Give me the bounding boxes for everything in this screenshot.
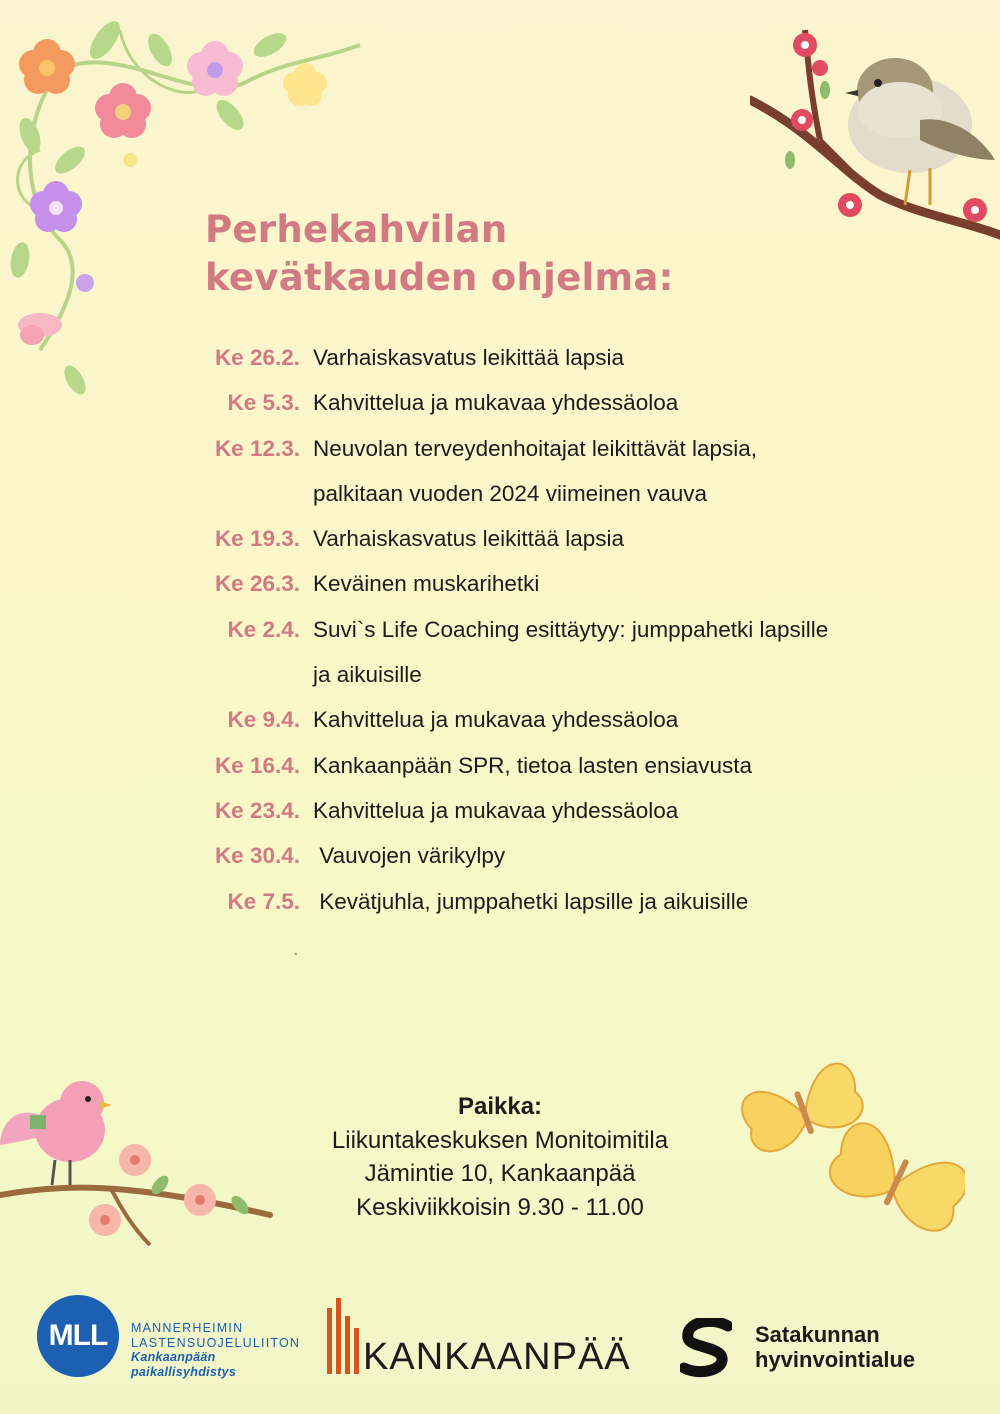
schedule-item [190, 743, 950, 788]
trailing-mark: . [293, 938, 299, 960]
schedule-description [313, 607, 893, 698]
description-line: palkitaan vuoden 2024 viimeinen vauva [313, 480, 708, 506]
schedule-item [190, 788, 950, 833]
mll-line: LASTENSUOJELULIITON [131, 1335, 301, 1350]
schedule-item [190, 607, 950, 698]
satakunta-logo [680, 1318, 960, 1382]
description-line: Keväinen muskarihetki [313, 571, 540, 597]
schedule-description [313, 335, 893, 380]
description-line: Suvi`s Life Coaching esittäytyy: jumppahetki lapsille [313, 616, 829, 642]
description-line: Kahvittelua ja mukavaa yhdessäoloa [313, 797, 679, 823]
schedule-description [313, 516, 893, 561]
schedule-description [313, 833, 893, 878]
description-line: Varhaiskasvatus leikittää lapsia [313, 526, 624, 552]
schedule-date: Ke 30.4. [214, 843, 300, 869]
butterfly-icon [735, 1045, 965, 1255]
schedule-description [313, 879, 893, 924]
schedule-item [190, 335, 950, 380]
mll-line: Kankaanpään [131, 1350, 216, 1364]
location-time: Keskiviikkoisin 9.30 - 11.00 [356, 1193, 644, 1221]
schedule-item [190, 516, 950, 561]
kankaanpaa-logo [325, 1298, 655, 1378]
satakunta-line: Satakunnan [755, 1322, 880, 1347]
title-line-2: kevätkauden ohjelma: [205, 256, 674, 299]
description-line: ja aikuisille [313, 662, 422, 688]
description-line: Kahvittelua ja mukavaa yhdessäoloa [313, 390, 679, 416]
pink-bird-icon [0, 1075, 280, 1255]
schedule-description [313, 743, 893, 788]
mll-line: MANNERHEIMIN [131, 1321, 244, 1335]
kankaanpaa-wordmark: KANKAANPÄÄ [363, 1336, 631, 1378]
schedule-date: Ke 16.4. [214, 752, 300, 778]
description-line: Kankaanpään SPR, tietoa lasten ensiavusta [313, 752, 753, 778]
schedule-item [190, 833, 950, 878]
schedule-item [190, 426, 950, 517]
schedule-date: Ke 7.5. [227, 888, 300, 914]
description-line: Varhaiskasvatus leikittää lapsia [313, 345, 624, 370]
satakunta-line: hyvinvointialue [755, 1347, 916, 1372]
title-line-1: Perhekahvilan [205, 208, 508, 251]
schedule-item [190, 879, 950, 924]
schedule-date: Ke 2.4. [227, 616, 300, 642]
satakunta-wordmark [755, 1322, 915, 1372]
mll-line: paikallisyhdistys [131, 1364, 237, 1379]
mll-mark: MLL [37, 1295, 119, 1377]
schedule-date: Ke 12.3. [214, 435, 300, 461]
schedule-list [190, 335, 950, 924]
page-title [205, 206, 674, 302]
bird-on-branch-icon [750, 20, 1000, 250]
schedule-date: Ke 26.3. [214, 571, 300, 597]
description-line: Vauvojen värikylpy [313, 843, 506, 869]
mll-logo [37, 1295, 307, 1385]
schedule-date: Ke 19.3. [214, 526, 300, 552]
schedule-description [313, 380, 893, 425]
schedule-description [313, 697, 893, 742]
kankaanpaa-emblem-icon [325, 1298, 365, 1378]
schedule-item [190, 697, 950, 742]
schedule-date: Ke 9.4. [227, 707, 300, 733]
location-venue: Liikuntakeskuksen Monitoimitila [331, 1126, 669, 1154]
schedule-item [190, 380, 950, 425]
schedule-description [313, 788, 893, 833]
description-line: Kevätjuhla, jumppahetki lapsille ja aikuisille [313, 888, 749, 914]
schedule-item [190, 561, 950, 606]
schedule-date: Ke 23.4. [214, 797, 300, 823]
location-heading: Paikka: [457, 1093, 543, 1120]
schedule-date: Ke 26.2. [214, 345, 300, 370]
schedule-date: Ke 5.3. [227, 390, 300, 416]
description-line: Kahvittelua ja mukavaa yhdessäoloa [313, 707, 679, 733]
description-line: Neuvolan terveydenhoitajat leikittävät lapsia, [313, 435, 758, 461]
location-info [250, 1090, 750, 1224]
location-address: Jämintie 10, Kankaanpää [364, 1160, 636, 1187]
schedule-description [313, 426, 893, 517]
mll-text [131, 1321, 300, 1379]
schedule-description [313, 561, 893, 606]
satakunta-emblem-icon [680, 1318, 732, 1380]
